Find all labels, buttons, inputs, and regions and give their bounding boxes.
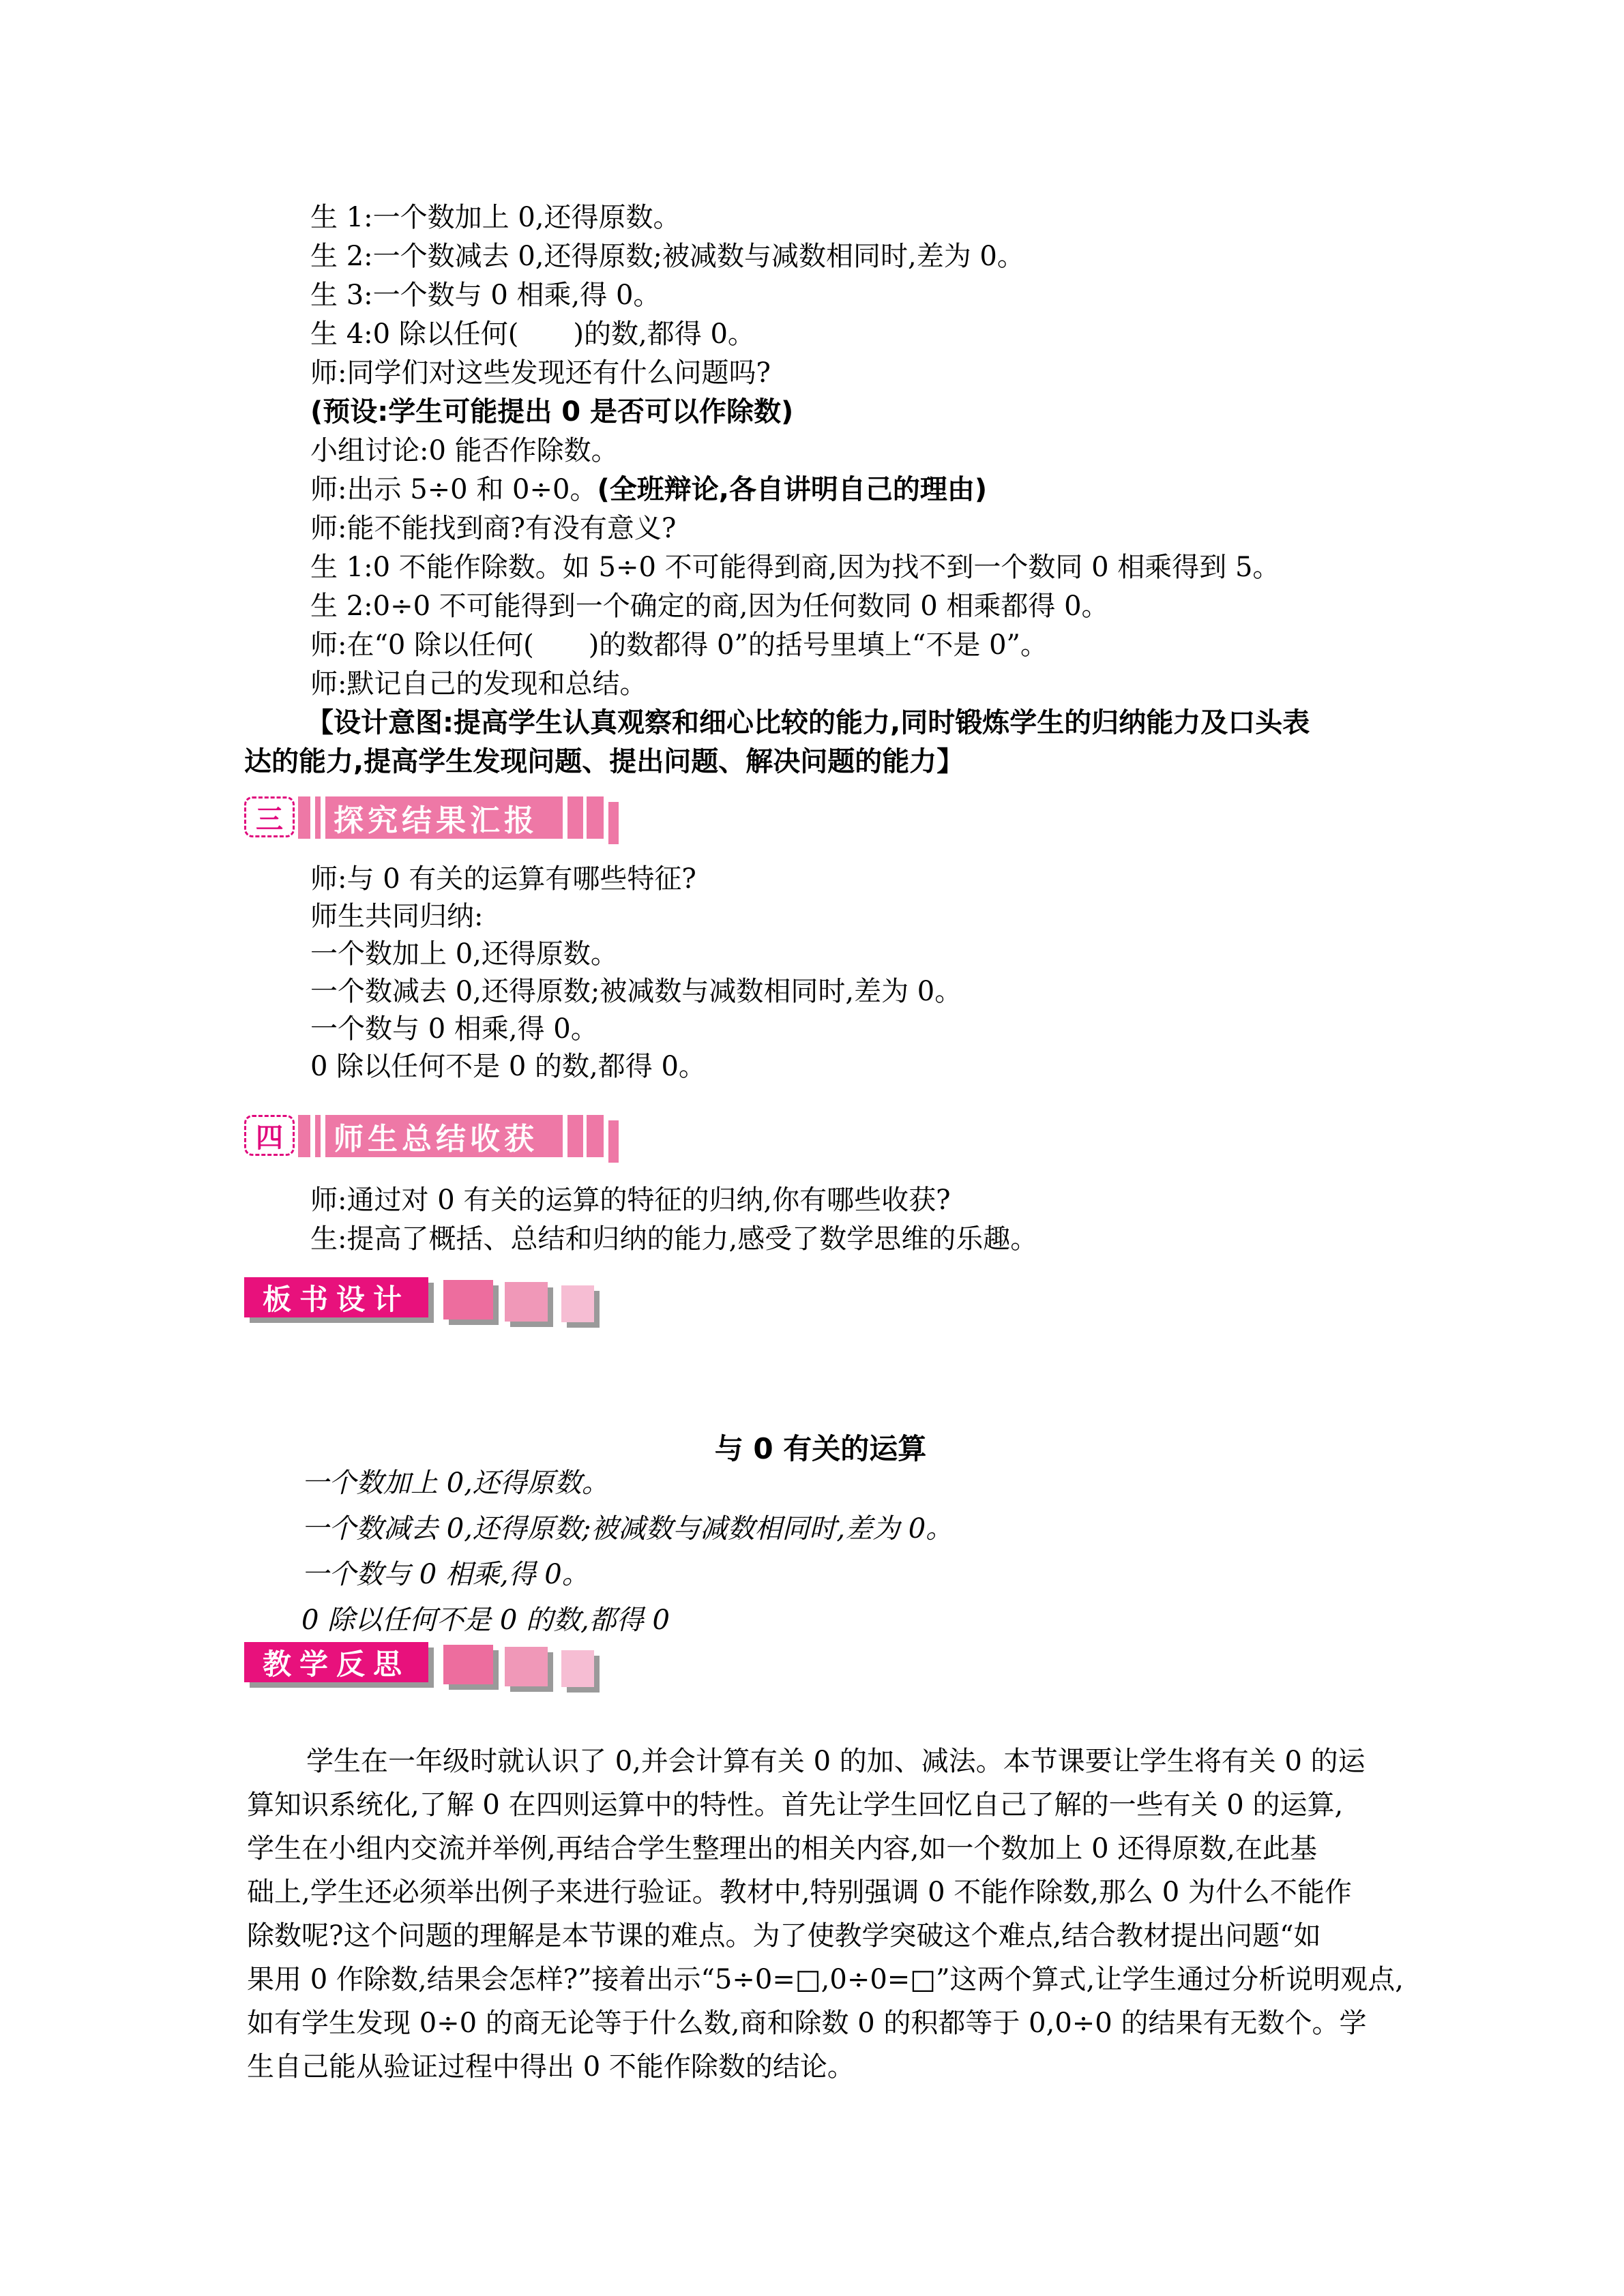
text-segment: 算知识系统化,了解 0 在四则运算中的特性。首先让学生回忆自己了解的一些有关 0 的运算, [247,1789,1344,1821]
text-segment: 一个数与 0 相乘,得 0。 [301,1559,589,1590]
text-line [247,1958,1420,2001]
text-line [244,587,1417,626]
banner-stripe [608,1120,619,1163]
text-line [244,393,1417,432]
text-line [247,1740,1420,1783]
text-line [244,1011,1417,1048]
teaching-reflection-label-row [244,1642,594,1687]
text-line [244,432,1417,471]
text-line [244,936,1417,973]
dialog-block-top [244,198,1417,781]
text-segment: 一个数减去 0,还得原数;被减数与减数相同时,差为 0。 [301,1513,954,1545]
section-banner-summary [244,1115,619,1157]
section-banner-explore [244,796,619,839]
text-line [247,1783,1420,1827]
text-line [244,626,1417,665]
deco-square-1 [443,1280,493,1320]
text-line [301,1461,1475,1506]
teaching-reflection-label: 教学反思 [244,1642,428,1682]
banner-stripe [298,1115,310,1157]
text-segment: 师:通过对 0 有关的运算的特征的归纳,你有哪些收获? [310,1184,951,1216]
section-title-explore [325,796,563,839]
banner-stripe [315,796,321,839]
bold-text-segment: 达的能力,提高学生发现问题、提出问题、解决问题的能力】 [244,746,964,777]
banner-stripe [567,1115,583,1157]
banner-stripe [587,1115,604,1157]
bold-text-segment: (全班辩论,各自讲明自己的理由) [597,474,988,505]
text-segment: 生 1:0 不能作除数。如 5÷0 不可能得到商,因为找不到一个数同 0 相乘得到 5。 [310,552,1280,583]
text-line [244,1181,1417,1220]
text-line [244,354,1417,393]
text-line [244,509,1417,548]
section-number: 三 [256,803,283,835]
text-segment: 一个数加上 0,还得原数。 [310,938,618,970]
text-line [244,743,1417,781]
text-line [244,315,1417,354]
text-line [244,1048,1417,1086]
text-line [244,898,1417,936]
text-segment: 师生共同归纳: [310,901,484,932]
text-segment: 0 除以任何不是 0 的数,都得 0。 [310,1051,706,1082]
text-line [301,1598,1475,1643]
text-line [244,548,1417,587]
text-line [247,1914,1420,1958]
section-title-summary [325,1115,563,1157]
text-segment: 生 3:一个数与 0 相乘,得 0。 [310,280,661,311]
text-segment: 生 2:0÷0 不可能得到一个确定的商,因为任何数同 0 相乘都得 0。 [310,591,1109,622]
text-segment: 生 1:一个数加上 0,还得原数。 [310,202,681,233]
section-number: 四 [256,1122,283,1154]
text-segment: 师:能不能找到商?有没有意义? [310,513,677,544]
text-segment: 学生在一年级时就认识了 0,并会计算有关 0 的加、减法。本节课要让学生将有关 0 的运 [306,1746,1365,1777]
text-segment: 师:与 0 有关的运算有哪些特征? [310,863,696,895]
section-title-text: 师生总结收获 [334,1122,538,1157]
bold-text-segment: 【设计意图:提高学生认真观察和细心比较的能力,同时锻炼学生的归纳能力及口头表 [306,707,1310,739]
text-line [244,861,1417,898]
banner-stripe [315,1115,321,1157]
text-segment: 生:提高了概括、总结和归纳的能力,感受了数学思维的乐趣。 [310,1223,1038,1255]
text-line [301,1552,1475,1598]
banner-stripe [567,796,583,839]
text-segment: 果用 0 作除数,结果会怎样?”接着出示“5÷0=□,0÷0=□”这两个算式,让学生通过分析说明观点, [247,1964,1404,1995]
text-segment: 如有学生发现 0÷0 的商无论等于什么数,商和除数 0 的积都等于 0,0÷0 的结果有无数个。学 [247,2008,1367,2039]
deco-square-2 [505,1282,548,1322]
text-line [244,237,1417,276]
deco-square-2 [505,1647,548,1686]
banner-stripe [298,796,310,839]
text-segment: 除数呢?这个问题的理解是本节课的难点。为了使教学突破这个难点,结合教材提出问题“如 [247,1920,1321,1952]
text-segment: 一个数加上 0,还得原数。 [301,1467,609,1499]
text-segment: 师:出示 5÷0 和 0÷0。 [310,474,597,505]
text-line [301,1506,1475,1552]
text-segment: 生自己能从验证过程中得出 0 不能作除数的结论。 [247,2051,855,2083]
text-line [244,276,1417,315]
deco-square-3 [561,1285,594,1322]
deco-square-3 [561,1650,594,1687]
text-line [247,2045,1420,2089]
board-design-label-row [244,1277,594,1322]
text-line [244,973,1417,1011]
text-segment: 一个数与 0 相乘,得 0。 [310,1013,598,1045]
text-line [244,1220,1417,1259]
text-line [244,471,1417,509]
text-segment: 师:同学们对这些发现还有什么问题吗? [310,357,771,389]
section-number-box [244,796,295,837]
text-segment: 0 除以任何不是 0 的数,都得 0 [301,1605,670,1636]
text-segment: 小组讨论:0 能否作除数。 [310,435,619,466]
dialog-block-explore [244,861,1417,1086]
section-title-text: 探究结果汇报 [334,803,538,838]
text-segment: 一个数减去 0,还得原数;被减数与减数相同时,差为 0。 [310,976,962,1007]
board-title: 与 0 有关的运算 [714,1432,927,1465]
text-segment: 生 4:0 除以任何( )的数,都得 0。 [310,318,755,350]
text-segment: 础上,学生还必须举出例子来进行验证。教材中,特别强调 0 不能作除数,那么 0 为什么不能作 [247,1877,1352,1908]
reflection-paragraph [247,1740,1420,2089]
board-design-label: 板书设计 [244,1277,428,1317]
text-line [244,198,1417,237]
text-line [244,665,1417,704]
text-segment: 师:默记自己的发现和总结。 [310,668,647,700]
banner-stripe [608,802,619,844]
board-content [301,1461,1475,1643]
text-line [247,1870,1420,1914]
deco-square-1 [443,1645,493,1684]
bold-text-segment: (预设:学生可能提出 0 是否可以作除数) [310,396,794,428]
text-line [247,1827,1420,1870]
banner-stripe [587,796,604,839]
text-segment: 学生在小组内交流并举例,再结合学生整理出的相关内容,如一个数加上 0 还得原数,在此基 [247,1833,1318,1864]
dialog-block-summary [244,1181,1417,1259]
section-number-box [244,1115,295,1156]
text-line [244,704,1417,743]
text-segment: 师:在“0 除以任何( )的数都得 0”的括号里填上“不是 0”。 [310,629,1048,661]
text-line [247,2001,1420,2045]
text-segment: 生 2:一个数减去 0,还得原数;被减数与减数相同时,差为 0。 [310,241,1024,272]
